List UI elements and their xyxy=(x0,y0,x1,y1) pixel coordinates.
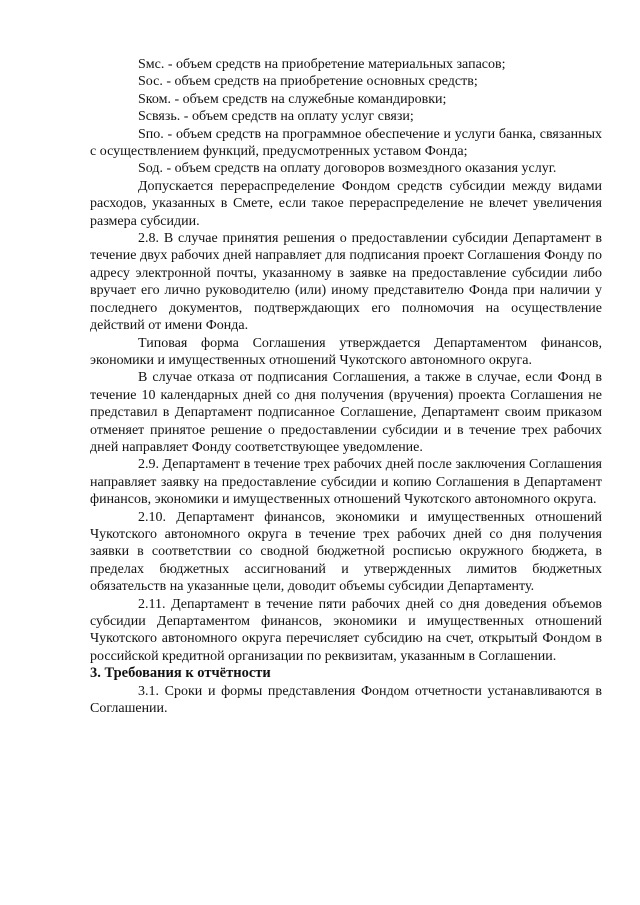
paragraph: 2.11. Департамент в течение пяти рабочих дней со дня доведения объемов субсидии Департаментом финансов, экономики и имущественных отношений Чукотского автономного округа перечисляет субсидию на счет, открытый Фондом в российской кредитной организации по реквизитам, указанным в Соглашении. xyxy=(90,596,602,664)
paragraph: 2.9. Департамент в течение трех рабочих дней после заключения Соглашения направляет заявку на предоставление субсидии и копию Соглашения в Департамент финансов, экономики и имущественных отношений Чукотского автономного округа. xyxy=(90,457,602,508)
paragraph: В случае отказа от подписания Соглашения, а также в случае, если Фонд в течение 10 календарных дней со дня получения (вручения) проекта Соглашения не представил в Департамент подписанное Соглашение, Департамент своим приказом отменяет принятое решение о предоставлении субсидии и в течение трех рабочих дней направляет Фонду соответствующее уведомление. xyxy=(90,370,602,455)
paragraph: 2.10. Департамент финансов, экономики и имущественных отношений Чукотского автономного округа в течение трех рабочих дней со дня получения заявки в соответствии со сводной бюджетной росписью окружного бюджета, в пределах бюджетных ассигнований и утвержденных лимитов бюджетных обязательств на указанные цели, доводит объемы субсидии Департаменту. xyxy=(90,509,602,595)
paragraph: Sмс. - объем средств на приобретение материальных запасов; xyxy=(138,57,506,72)
paragraph: 3.1. Сроки и формы представления Фондом отчетности устанавливаются в Соглашении. xyxy=(90,683,602,717)
paragraph: Sком. - объем средств на служебные командировки; xyxy=(138,91,447,107)
paragraph: Типовая форма Соглашения утверждается Департаментом финансов, экономики и имущественных отношений Чукотского автономного округа. xyxy=(90,335,602,368)
paragraph: Sпо. - объем средств на программное обеспечение и услуги банка, связанных с осуществлением функций, предусмотренных уставом Фонда; xyxy=(90,126,602,160)
document-body xyxy=(90,56,602,717)
paragraph: Sос. - объем средств на приобретение основных средств; xyxy=(138,74,478,90)
paragraph: Sод. - объем средств на оплату договоров возмездного оказания услуг. xyxy=(138,161,557,177)
paragraph: Sсвязь. - объем средств на оплату услуг связи; xyxy=(138,109,414,125)
paragraph: 2.8. В случае принятия решения о предоставлении субсидии Департамент в течение двух рабочих дней направляет для подписания проект Соглашения Фонду по адресу электронной почты, указанному в заявке на предоставление субсидии либо вручает его лично руководителю (или) иному представителю Фонда при наличии у последнего документов, подтверждающих его полномочия на осуществление действий от имени Фонда. xyxy=(90,231,602,334)
section-heading: 3. Требования к отчётности xyxy=(90,665,271,682)
paragraph: Допускается перераспределение Фондом средств субсидии между видами расходов, указанных в Смете, если такое перераспределение не влечет увеличения размера субсидии. xyxy=(90,178,602,229)
